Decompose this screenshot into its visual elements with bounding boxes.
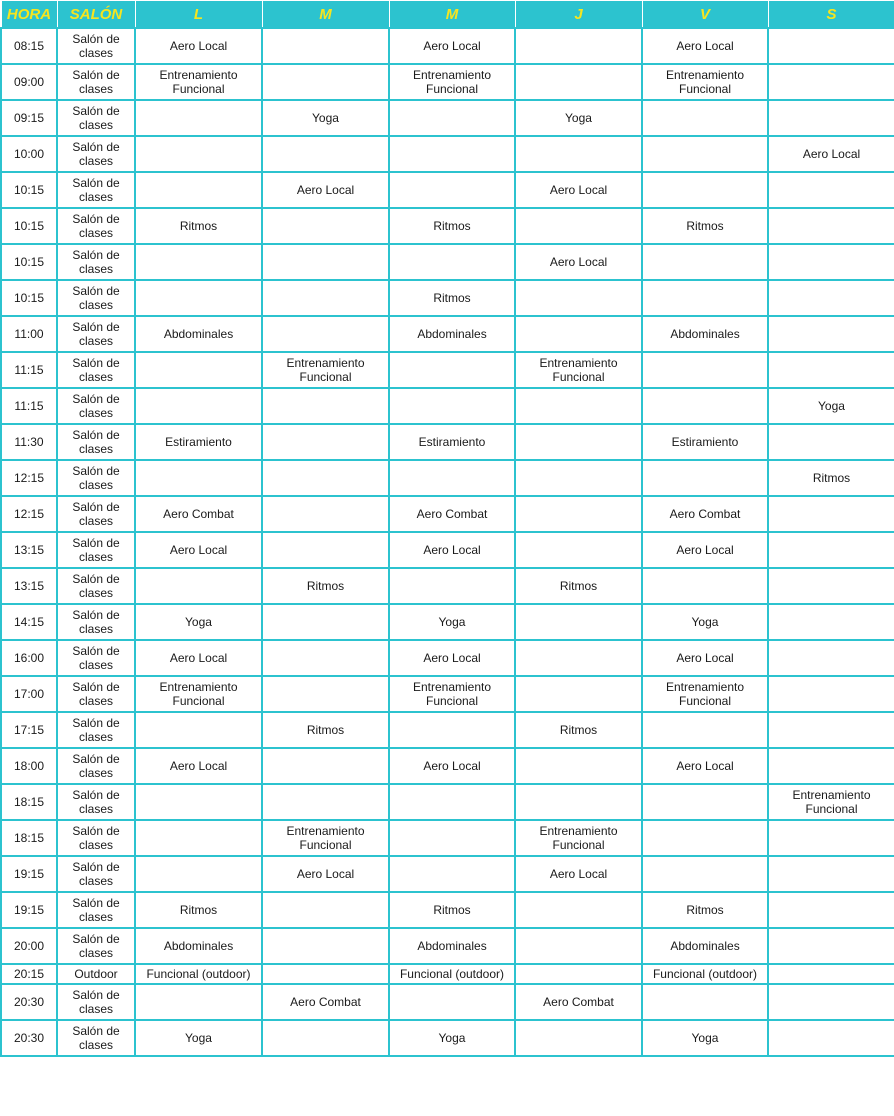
table-row: [1, 748, 894, 784]
class-cell-viernes: Aero Local: [642, 532, 768, 568]
room-cell: Salón de clases: [57, 244, 135, 280]
class-cell-viernes: Aero Combat: [642, 496, 768, 532]
room-cell: Salón de clases: [57, 64, 135, 100]
table-row: [1, 532, 894, 568]
class-cell-viernes: [642, 460, 768, 496]
class-cell-viernes: Yoga: [642, 1020, 768, 1056]
table-row: [1, 712, 894, 748]
class-cell-sabado: [768, 208, 894, 244]
class-cell-martes: [262, 208, 389, 244]
class-cell-sabado: [768, 984, 894, 1020]
room-cell: Salón de clases: [57, 856, 135, 892]
class-cell-viernes: Entrenamiento Funcional: [642, 676, 768, 712]
class-cell-viernes: Estiramiento: [642, 424, 768, 460]
hour-cell: 20:00: [1, 928, 57, 964]
table-row: [1, 460, 894, 496]
class-cell-sabado: Ritmos: [768, 460, 894, 496]
room-cell: Salón de clases: [57, 712, 135, 748]
class-cell-lunes: [135, 856, 262, 892]
room-cell: Salón de clases: [57, 28, 135, 64]
class-cell-martes: Ritmos: [262, 568, 389, 604]
class-cell-lunes: Funcional (outdoor): [135, 964, 262, 984]
table-row: [1, 820, 894, 856]
class-cell-lunes: [135, 172, 262, 208]
room-cell: Salón de clases: [57, 676, 135, 712]
class-cell-miercoles: [389, 460, 515, 496]
header-martes: M: [262, 1, 389, 29]
table-row: [1, 964, 894, 984]
table-row: [1, 316, 894, 352]
class-cell-sabado: [768, 676, 894, 712]
room-cell: Salón de clases: [57, 748, 135, 784]
class-cell-viernes: Yoga: [642, 604, 768, 640]
class-cell-sabado: [768, 604, 894, 640]
table-row: [1, 984, 894, 1020]
table-row: [1, 172, 894, 208]
class-cell-martes: [262, 136, 389, 172]
class-cell-sabado: [768, 928, 894, 964]
class-cell-viernes: [642, 136, 768, 172]
class-cell-viernes: Aero Local: [642, 748, 768, 784]
class-cell-lunes: [135, 280, 262, 316]
table-row: [1, 784, 894, 820]
class-cell-jueves: [515, 892, 642, 928]
class-cell-jueves: [515, 604, 642, 640]
class-cell-martes: [262, 928, 389, 964]
class-cell-jueves: Aero Local: [515, 172, 642, 208]
class-cell-martes: [262, 748, 389, 784]
class-cell-viernes: Aero Local: [642, 640, 768, 676]
room-cell: Salón de clases: [57, 424, 135, 460]
class-cell-sabado: [768, 316, 894, 352]
class-cell-viernes: [642, 280, 768, 316]
room-cell: Outdoor: [57, 964, 135, 984]
class-cell-miercoles: Yoga: [389, 604, 515, 640]
class-cell-jueves: [515, 1020, 642, 1056]
class-cell-viernes: [642, 856, 768, 892]
class-cell-sabado: Yoga: [768, 388, 894, 424]
class-cell-viernes: Funcional (outdoor): [642, 964, 768, 984]
class-cell-viernes: [642, 388, 768, 424]
class-cell-sabado: [768, 424, 894, 460]
hour-cell: 13:15: [1, 568, 57, 604]
class-cell-sabado: [768, 496, 894, 532]
class-cell-viernes: Ritmos: [642, 892, 768, 928]
class-cell-miercoles: Yoga: [389, 1020, 515, 1056]
hour-cell: 20:30: [1, 1020, 57, 1056]
hour-cell: 11:00: [1, 316, 57, 352]
class-cell-lunes: [135, 244, 262, 280]
class-cell-jueves: [515, 28, 642, 64]
class-cell-lunes: [135, 820, 262, 856]
table-row: [1, 496, 894, 532]
hour-cell: 20:15: [1, 964, 57, 984]
hour-cell: 08:15: [1, 28, 57, 64]
class-cell-lunes: [135, 568, 262, 604]
class-cell-miercoles: [389, 712, 515, 748]
table-row: [1, 28, 894, 64]
class-cell-lunes: Yoga: [135, 1020, 262, 1056]
class-cell-miercoles: Ritmos: [389, 280, 515, 316]
class-cell-miercoles: Aero Local: [389, 532, 515, 568]
class-cell-sabado: Aero Local: [768, 136, 894, 172]
class-cell-viernes: [642, 784, 768, 820]
class-cell-miercoles: [389, 388, 515, 424]
class-cell-jueves: [515, 784, 642, 820]
room-cell: Salón de clases: [57, 984, 135, 1020]
class-cell-jueves: [515, 208, 642, 244]
class-cell-lunes: Abdominales: [135, 928, 262, 964]
class-cell-miercoles: [389, 352, 515, 388]
table-row: [1, 388, 894, 424]
class-cell-martes: Aero Combat: [262, 984, 389, 1020]
class-cell-sabado: [768, 244, 894, 280]
room-cell: Salón de clases: [57, 460, 135, 496]
header-miercoles: M: [389, 1, 515, 29]
class-cell-miercoles: [389, 856, 515, 892]
room-cell: Salón de clases: [57, 352, 135, 388]
room-cell: Salón de clases: [57, 568, 135, 604]
class-cell-lunes: [135, 712, 262, 748]
header-lunes: L: [135, 1, 262, 29]
class-cell-martes: [262, 64, 389, 100]
hour-cell: 11:15: [1, 388, 57, 424]
class-cell-jueves: [515, 460, 642, 496]
class-cell-jueves: Ritmos: [515, 568, 642, 604]
table-row: [1, 1020, 894, 1056]
hour-cell: 17:15: [1, 712, 57, 748]
class-cell-lunes: Aero Local: [135, 28, 262, 64]
hour-cell: 09:15: [1, 100, 57, 136]
class-cell-lunes: Entrenamiento Funcional: [135, 676, 262, 712]
class-cell-jueves: [515, 280, 642, 316]
class-cell-martes: [262, 28, 389, 64]
table-row: [1, 280, 894, 316]
class-cell-martes: [262, 784, 389, 820]
class-cell-miercoles: [389, 244, 515, 280]
class-cell-martes: Entrenamiento Funcional: [262, 352, 389, 388]
class-cell-miercoles: Abdominales: [389, 316, 515, 352]
class-cell-lunes: Aero Local: [135, 748, 262, 784]
class-cell-lunes: Entrenamiento Funcional: [135, 64, 262, 100]
class-cell-jueves: [515, 928, 642, 964]
class-cell-martes: Yoga: [262, 100, 389, 136]
room-cell: Salón de clases: [57, 316, 135, 352]
class-cell-miercoles: Aero Local: [389, 28, 515, 64]
class-cell-sabado: [768, 352, 894, 388]
class-cell-martes: [262, 892, 389, 928]
class-cell-jueves: Aero Local: [515, 856, 642, 892]
class-cell-sabado: [768, 892, 894, 928]
room-cell: Salón de clases: [57, 208, 135, 244]
hour-cell: 17:00: [1, 676, 57, 712]
hour-cell: 11:30: [1, 424, 57, 460]
room-cell: Salón de clases: [57, 928, 135, 964]
table-row: [1, 64, 894, 100]
class-cell-viernes: Entrenamiento Funcional: [642, 64, 768, 100]
hour-cell: 19:15: [1, 856, 57, 892]
table-row: [1, 676, 894, 712]
hour-cell: 10:15: [1, 172, 57, 208]
class-cell-martes: [262, 316, 389, 352]
class-cell-sabado: Entrenamiento Funcional: [768, 784, 894, 820]
class-cell-jueves: [515, 136, 642, 172]
class-cell-lunes: Estiramiento: [135, 424, 262, 460]
class-cell-miercoles: Aero Combat: [389, 496, 515, 532]
class-cell-lunes: Ritmos: [135, 892, 262, 928]
header-row: [1, 1, 894, 29]
class-cell-jueves: [515, 640, 642, 676]
class-cell-sabado: [768, 28, 894, 64]
room-cell: Salón de clases: [57, 136, 135, 172]
class-cell-martes: Ritmos: [262, 712, 389, 748]
class-cell-jueves: [515, 676, 642, 712]
class-cell-martes: Entrenamiento Funcional: [262, 820, 389, 856]
class-cell-martes: [262, 640, 389, 676]
table-row: [1, 136, 894, 172]
class-cell-viernes: [642, 100, 768, 136]
schedule-body: [1, 28, 894, 1056]
class-cell-miercoles: [389, 172, 515, 208]
table-row: [1, 244, 894, 280]
class-cell-miercoles: Ritmos: [389, 892, 515, 928]
table-row: [1, 100, 894, 136]
hour-cell: 12:15: [1, 460, 57, 496]
class-cell-miercoles: Funcional (outdoor): [389, 964, 515, 984]
class-cell-jueves: Entrenamiento Funcional: [515, 352, 642, 388]
class-cell-sabado: [768, 856, 894, 892]
table-row: [1, 856, 894, 892]
class-cell-miercoles: Entrenamiento Funcional: [389, 64, 515, 100]
class-cell-martes: [262, 496, 389, 532]
class-cell-lunes: Abdominales: [135, 316, 262, 352]
class-cell-lunes: Aero Local: [135, 532, 262, 568]
class-cell-martes: [262, 388, 389, 424]
class-cell-viernes: [642, 820, 768, 856]
class-cell-jueves: [515, 496, 642, 532]
hour-cell: 13:15: [1, 532, 57, 568]
hour-cell: 18:15: [1, 820, 57, 856]
class-cell-lunes: [135, 136, 262, 172]
class-cell-martes: [262, 280, 389, 316]
class-cell-viernes: Ritmos: [642, 208, 768, 244]
class-cell-sabado: [768, 532, 894, 568]
header-sabado: S: [768, 1, 894, 29]
class-cell-jueves: [515, 532, 642, 568]
class-cell-jueves: Aero Combat: [515, 984, 642, 1020]
room-cell: Salón de clases: [57, 784, 135, 820]
room-cell: Salón de clases: [57, 820, 135, 856]
class-cell-lunes: Ritmos: [135, 208, 262, 244]
class-cell-lunes: [135, 784, 262, 820]
table-row: [1, 604, 894, 640]
class-cell-martes: Aero Local: [262, 172, 389, 208]
table-row: [1, 568, 894, 604]
class-cell-viernes: [642, 984, 768, 1020]
class-cell-miercoles: [389, 984, 515, 1020]
table-row: [1, 640, 894, 676]
class-cell-lunes: Yoga: [135, 604, 262, 640]
class-cell-martes: [262, 676, 389, 712]
class-cell-jueves: [515, 316, 642, 352]
class-cell-jueves: [515, 748, 642, 784]
class-cell-lunes: [135, 352, 262, 388]
room-cell: Salón de clases: [57, 640, 135, 676]
hour-cell: 16:00: [1, 640, 57, 676]
class-cell-sabado: [768, 964, 894, 984]
class-cell-martes: [262, 424, 389, 460]
class-cell-sabado: [768, 568, 894, 604]
class-cell-viernes: [642, 712, 768, 748]
class-cell-martes: [262, 244, 389, 280]
hour-cell: 18:00: [1, 748, 57, 784]
class-cell-sabado: [768, 640, 894, 676]
class-cell-lunes: [135, 460, 262, 496]
class-cell-sabado: [768, 280, 894, 316]
hour-cell: 19:15: [1, 892, 57, 928]
room-cell: Salón de clases: [57, 604, 135, 640]
class-cell-jueves: Ritmos: [515, 712, 642, 748]
class-cell-martes: [262, 604, 389, 640]
class-cell-miercoles: Aero Local: [389, 640, 515, 676]
class-cell-lunes: Aero Local: [135, 640, 262, 676]
class-cell-sabado: [768, 64, 894, 100]
class-cell-martes: [262, 964, 389, 984]
class-cell-sabado: [768, 820, 894, 856]
header-hora: HORA: [1, 1, 57, 29]
room-cell: Salón de clases: [57, 100, 135, 136]
class-cell-jueves: Aero Local: [515, 244, 642, 280]
class-cell-viernes: [642, 568, 768, 604]
hour-cell: 10:15: [1, 208, 57, 244]
hour-cell: 18:15: [1, 784, 57, 820]
header-jueves: J: [515, 1, 642, 29]
class-cell-miercoles: Estiramiento: [389, 424, 515, 460]
class-cell-miercoles: [389, 100, 515, 136]
class-cell-jueves: [515, 388, 642, 424]
room-cell: Salón de clases: [57, 172, 135, 208]
class-cell-martes: [262, 532, 389, 568]
class-cell-jueves: [515, 424, 642, 460]
hour-cell: 10:15: [1, 280, 57, 316]
room-cell: Salón de clases: [57, 280, 135, 316]
room-cell: Salón de clases: [57, 532, 135, 568]
class-cell-sabado: [768, 1020, 894, 1056]
class-cell-miercoles: [389, 784, 515, 820]
class-cell-viernes: [642, 352, 768, 388]
class-cell-lunes: [135, 984, 262, 1020]
room-cell: Salón de clases: [57, 1020, 135, 1056]
class-cell-lunes: Aero Combat: [135, 496, 262, 532]
hour-cell: 10:15: [1, 244, 57, 280]
hour-cell: 11:15: [1, 352, 57, 388]
schedule-header: [1, 1, 894, 29]
class-cell-sabado: [768, 712, 894, 748]
class-cell-viernes: [642, 172, 768, 208]
class-cell-viernes: Abdominales: [642, 928, 768, 964]
class-cell-viernes: [642, 244, 768, 280]
hour-cell: 14:15: [1, 604, 57, 640]
hour-cell: 10:00: [1, 136, 57, 172]
header-salon: SALÓN: [57, 1, 135, 29]
hour-cell: 12:15: [1, 496, 57, 532]
table-row: [1, 424, 894, 460]
class-cell-martes: Aero Local: [262, 856, 389, 892]
hour-cell: 20:30: [1, 984, 57, 1020]
class-cell-sabado: [768, 100, 894, 136]
class-cell-viernes: Abdominales: [642, 316, 768, 352]
class-cell-jueves: Entrenamiento Funcional: [515, 820, 642, 856]
class-cell-martes: [262, 1020, 389, 1056]
room-cell: Salón de clases: [57, 496, 135, 532]
table-row: [1, 208, 894, 244]
class-cell-jueves: [515, 964, 642, 984]
table-row: [1, 928, 894, 964]
header-viernes: V: [642, 1, 768, 29]
class-cell-viernes: Aero Local: [642, 28, 768, 64]
class-cell-sabado: [768, 172, 894, 208]
table-row: [1, 892, 894, 928]
class-cell-jueves: [515, 64, 642, 100]
class-cell-sabado: [768, 748, 894, 784]
room-cell: Salón de clases: [57, 892, 135, 928]
class-cell-miercoles: Abdominales: [389, 928, 515, 964]
class-cell-miercoles: Aero Local: [389, 748, 515, 784]
class-cell-miercoles: Ritmos: [389, 208, 515, 244]
class-cell-miercoles: [389, 568, 515, 604]
class-cell-lunes: [135, 100, 262, 136]
class-cell-jueves: Yoga: [515, 100, 642, 136]
class-cell-martes: [262, 460, 389, 496]
table-row: [1, 352, 894, 388]
class-cell-miercoles: Entrenamiento Funcional: [389, 676, 515, 712]
hour-cell: 09:00: [1, 64, 57, 100]
class-cell-miercoles: [389, 136, 515, 172]
room-cell: Salón de clases: [57, 388, 135, 424]
class-cell-lunes: [135, 388, 262, 424]
class-cell-miercoles: [389, 820, 515, 856]
